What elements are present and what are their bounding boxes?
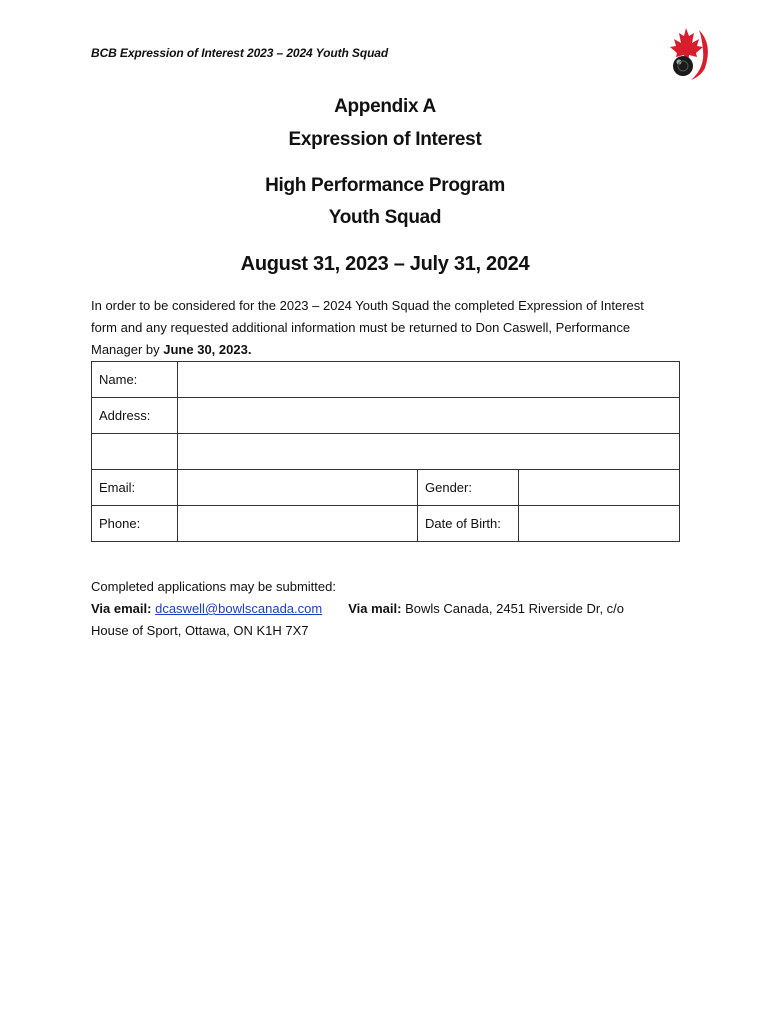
submission-info — [91, 576, 691, 642]
title-squad: Youth Squad — [328, 207, 442, 228]
form-row-email — [92, 470, 680, 506]
gender-field[interactable] — [519, 470, 680, 506]
form-row-address-cont — [92, 434, 680, 470]
name-label: Name: — [92, 362, 178, 398]
title-expression-of-interest: Expression of Interest — [288, 129, 482, 150]
email-link[interactable]: dcaswell@bowlscanada.com — [155, 601, 323, 616]
title-program: High Performance Program — [265, 175, 505, 196]
via-mail-label: Via mail: — [348, 601, 402, 616]
submission-methods — [91, 598, 691, 620]
address-label: Address: — [92, 398, 178, 434]
mail-address-line2: House of Sport, Ottawa, ON K1H 7X7 — [91, 623, 309, 638]
via-email-label: Via email: — [91, 601, 152, 616]
address-field[interactable] — [178, 398, 680, 434]
application-form-table — [91, 361, 680, 542]
email-field[interactable] — [178, 470, 418, 506]
phone-field[interactable] — [178, 506, 418, 542]
title-appendix: Appendix A — [334, 96, 436, 117]
name-field[interactable] — [178, 362, 680, 398]
mail-address-line1: Bowls Canada, 2451 Riverside Dr, c/o — [405, 601, 625, 616]
dob-label: Date of Birth: — [418, 506, 519, 542]
blank-label-cell — [92, 434, 178, 470]
form-row-address — [92, 398, 680, 434]
email-label: Email: — [92, 470, 178, 506]
deadline: June 30, 2023. — [163, 342, 252, 357]
form-row-phone — [92, 506, 680, 542]
submission-intro: Completed applications may be submitted: — [91, 579, 336, 594]
address-field-line2[interactable] — [178, 434, 680, 470]
form-row-name — [92, 362, 680, 398]
gender-label: Gender: — [418, 470, 519, 506]
running-header: BCB Expression of Interest 2023 – 2024 Youth Squad — [91, 46, 389, 60]
intro-text: In order to be considered for the 2023 – 2024 Youth Squad the completed Expression of Interest form and any requested additional information must be returned to Don Caswell, Performance Manager by — [91, 298, 644, 357]
bowls-canada-logo-icon — [661, 24, 713, 82]
phone-label: Phone: — [92, 506, 178, 542]
dob-field[interactable] — [519, 506, 680, 542]
intro-paragraph — [91, 295, 671, 361]
title-date-range: August 31, 2023 – July 31, 2024 — [240, 253, 530, 275]
